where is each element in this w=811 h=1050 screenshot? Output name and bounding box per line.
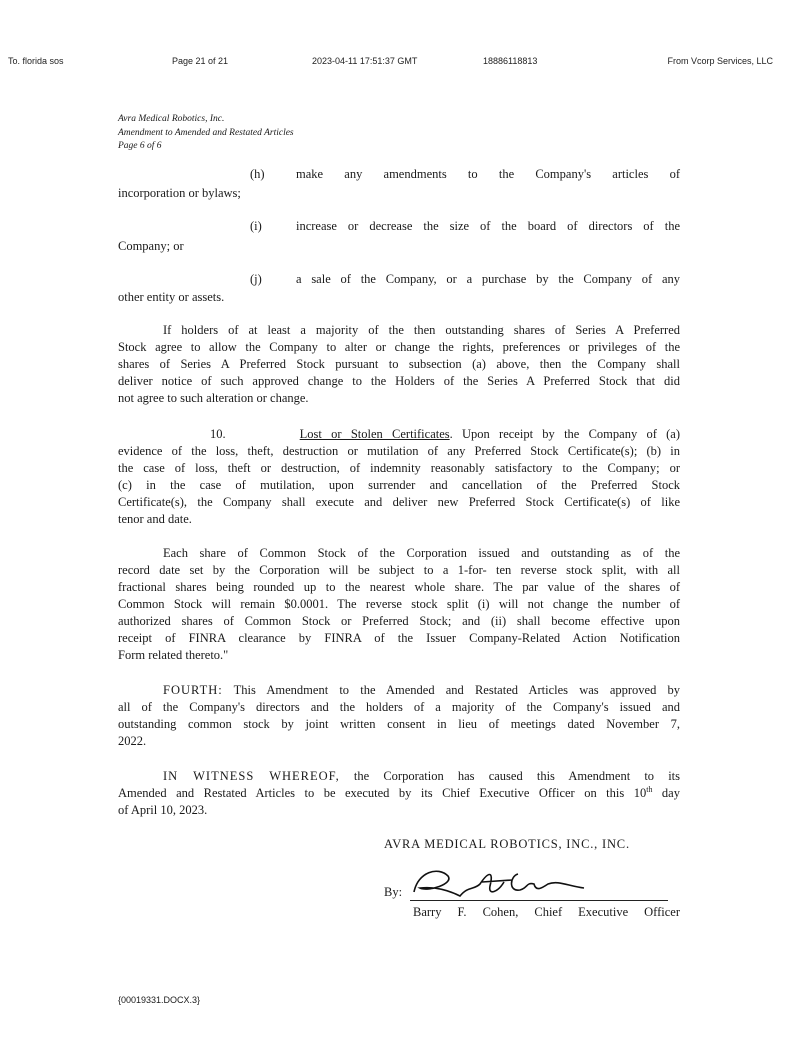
fax-from: From Vcorp Services, LLC: [667, 56, 773, 66]
section-10-lost-certificates: [118, 426, 680, 528]
text-line: fractional shares being rounded up to the nearest whole share. The par value of the shares of: [118, 580, 680, 594]
text-line: deliver notice of such approved change to the Holders of the Series A Preferred Stock that did: [118, 374, 680, 388]
text-line: If holders of at least a majority of the then outstanding shares of Series A Preferred: [163, 323, 680, 337]
section-number: 10.: [210, 427, 226, 441]
section-heading: Lost or Stolen Certificates: [299, 427, 450, 441]
header-page: Page 6 of 6: [118, 141, 162, 151]
text-line: Common Stock will remain $0.0001. The reverse stock split (i) will not change the number of: [118, 597, 680, 611]
text-line: tenor and date.: [118, 512, 192, 526]
item-label: (i): [250, 219, 262, 233]
paragraph-holders-approval: [118, 322, 680, 407]
witness-text: Amended and Restated Articles to be executed by its Chief Executive Officer on this 10: [118, 786, 647, 800]
text-line: of April 10, 2023.: [118, 803, 208, 817]
paragraph-reverse-split: [118, 545, 680, 664]
text-line: Certificate(s), the Company shall execute and deliver new Preferred Stock Certificate(s) of like: [118, 495, 680, 509]
text-line: [118, 768, 680, 785]
item-label: (h): [250, 167, 265, 181]
text-line: 2022.: [118, 734, 147, 748]
paragraph-fourth: [118, 682, 680, 750]
fourth-text: This Amendment to the Amended and Restated Articles was approved by: [222, 683, 680, 697]
witness-text: the Corporation has caused this Amendment to its: [339, 769, 681, 783]
text-line: the case of loss, theft or destruction, of indemnity reasonably satisfactory to the Company; or: [118, 461, 680, 475]
signature-by-label: By:: [384, 885, 403, 899]
text-line: all of the Company's directors and the holders of a majority of the Company's issued and: [118, 700, 680, 714]
signature-line: [410, 900, 668, 901]
text-line: authorized shares of Common Stock or Preferred Stock; and (ii) shall become effective upon: [118, 614, 680, 628]
handwritten-signature: [408, 862, 588, 904]
paragraph-in-witness: [118, 768, 680, 819]
text-line: shares of Series A Preferred Stock pursuant to subsection (a) above, then the Company shall: [118, 357, 680, 371]
ordinal-suffix: th: [646, 784, 653, 794]
signer-name-title: Barry F. Cohen, Chief Executive Officer: [413, 905, 680, 919]
fax-page: Page 21 of 21: [172, 56, 229, 66]
item-label: (j): [250, 272, 262, 286]
text-line: record date set by the Corporation will be subject to a 1-for- ten reverse stock split, with all: [118, 563, 680, 577]
witness-lead: IN WITNESS WHEREOF,: [163, 769, 340, 783]
item-text: a sale of the Company, or a purchase by the Company of any: [296, 272, 680, 286]
section-text: . Upon receipt by the Company of (a): [449, 427, 680, 441]
fourth-lead: FOURTH:: [163, 683, 223, 697]
text-line: [118, 426, 680, 443]
item-text: Company; or: [118, 239, 184, 253]
fax-number: 18886118813: [483, 56, 538, 66]
text-line: receipt of FINRA clearance by FINRA of the Issuer Company-Related Action Notification: [118, 631, 680, 645]
item-text: make any amendments to the Company's articles of: [296, 167, 680, 181]
document-header: [118, 113, 294, 154]
text-line: not agree to such alteration or change.: [118, 391, 309, 405]
signature-company: AVRA MEDICAL ROBOTICS, INC., INC.: [384, 837, 630, 851]
text-line: (c) in the case of mutilation, upon surrender and cancellation of the Preferred Stock: [118, 478, 680, 492]
witness-text: day: [652, 786, 680, 800]
header-title: Amendment to Amended and Restated Articles: [118, 127, 294, 138]
text-line: [118, 785, 680, 802]
fax-timestamp: 2023-04-11 17:51:37 GMT: [312, 56, 418, 66]
item-text: increase or decrease the size of the board of directors of the: [296, 219, 680, 233]
text-line: Form related thereto.": [118, 648, 229, 662]
text-line: Stock agree to allow the Company to alter or change the rights, preferences or privileges of the: [118, 340, 680, 354]
fax-to: To. florida sos: [8, 56, 64, 66]
text-line: evidence of the loss, theft, destruction or mutilation of any Preferred Stock Certificate(s); (b) in: [118, 444, 680, 458]
item-text: other entity or assets.: [118, 290, 225, 304]
document-footer-id: {00019331.DOCX.3}: [118, 995, 201, 1005]
text-line: outstanding common stock by joint written consent in lieu of meetings dated November 7,: [118, 717, 680, 731]
header-company: Avra Medical Robotics, Inc.: [118, 114, 225, 124]
text-line: Each share of Common Stock of the Corporation issued and outstanding as of the: [163, 546, 680, 560]
item-text: incorporation or bylaws;: [118, 186, 241, 200]
text-line: [118, 682, 680, 699]
